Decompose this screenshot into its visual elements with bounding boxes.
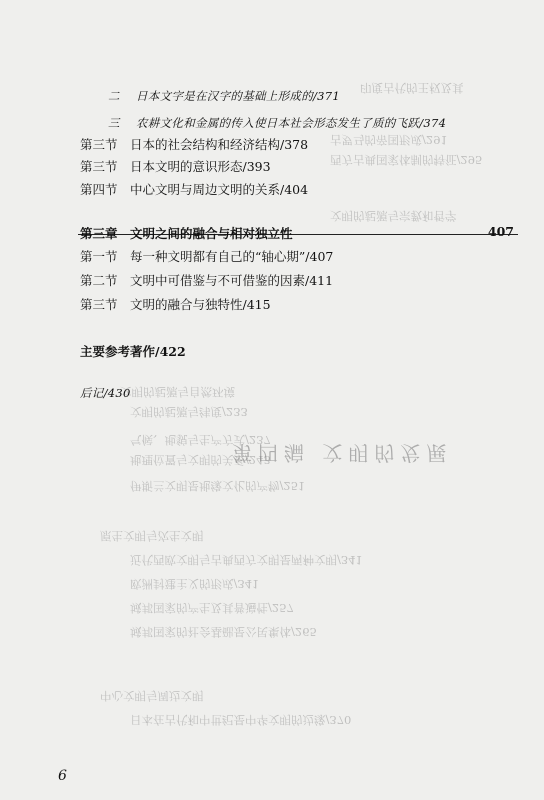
chapter-heading: [80, 224, 514, 242]
toc-entry: [80, 180, 308, 198]
toc-entry: [108, 88, 340, 104]
ghost-line: 气候、地貌与生产方式/237: [130, 433, 271, 447]
postscript-entry: [80, 385, 131, 401]
toc-entry-title: 文明中可借鉴与不可借鉴的因素/411: [130, 273, 334, 288]
chapter-page-number: 407: [487, 224, 514, 239]
toc-entry: [80, 271, 333, 289]
ghost-line: 古罗马的帝国形成/291: [330, 133, 448, 147]
toc-section-label: 第四节: [80, 182, 118, 197]
toc-entry: [80, 157, 271, 175]
toc-entry-title: 文明的融合与独特性/415: [130, 297, 271, 312]
toc-section-label: 二: [108, 89, 120, 103]
ghost-line: 西方古典国家体制的特征/295: [330, 153, 483, 167]
ghost-line: 文明的起源与宗教和哲学: [330, 209, 457, 223]
ghost-line: 近代西欧文明与古典西方文明是两种文明/341: [130, 553, 363, 567]
toc-entry-title: 文明之间的融合与相对独立性: [130, 226, 293, 241]
ghost-line: 欧洲封建主义的形成/341: [130, 577, 260, 591]
ghost-part-title: 第四编 文明的发展: [232, 441, 453, 465]
toc-section-label: 三: [108, 116, 120, 130]
toc-entry-title: 日本文字是在汉字的基础上形成的/371: [136, 89, 341, 103]
ghost-line: 文明的起源与纬度/233: [130, 405, 248, 419]
toc-section-label: 第二节: [80, 273, 118, 288]
toc-section-label: 第三节: [80, 297, 118, 312]
toc-entry-title: 农耕文化和金属的传入使日本社会形态发生了质的飞跃/374: [136, 116, 447, 130]
toc-entry: [108, 115, 446, 131]
ghost-line: 印度古代的王权及其: [360, 81, 464, 95]
toc-entry: [80, 295, 271, 313]
toc-entry-title: 每一种文明都有自己的“轴心期”/407: [130, 249, 334, 264]
toc-section-label: 第一节: [80, 249, 118, 264]
toc-entry: [80, 247, 333, 265]
toc-section-label: 第三章: [80, 226, 118, 241]
references-entry: [80, 342, 186, 360]
toc-entry-title: 主要参考著作/422: [80, 344, 186, 359]
ghost-line: 地理位置与文明的关系/243: [130, 453, 271, 467]
ghost-line: 原生文明与次生文明: [100, 529, 204, 543]
page-number: 6: [58, 768, 67, 784]
ghost-line: 伊斯兰文明是地缘文化的产物/251: [130, 479, 306, 493]
toc-entry-title: 日本的社会结构和经济结构/378: [130, 137, 309, 152]
toc-section-label: 第三节: [80, 159, 118, 174]
ghost-line: 中心文明与周边文明: [100, 689, 204, 703]
ghost-line: 城邦国家的产生及其普遍性/257: [130, 601, 294, 615]
toc-entry-title: 中心文明与周边文明的关系/404: [130, 182, 309, 197]
toc-entry: [80, 135, 308, 153]
ghost-line: 文明的起源与自然环境: [120, 385, 235, 399]
ghost-line: 城邦国家的社会基础是公民集体/265: [130, 625, 317, 639]
toc-entry-title: 日本文明的意识形态/393: [130, 159, 271, 174]
ghost-line: 日本在古代和中世纪是中华文明的边缘/370: [130, 713, 352, 727]
toc-section-label: 第三节: [80, 137, 118, 152]
toc-entry-title: 后记/430: [80, 386, 131, 400]
